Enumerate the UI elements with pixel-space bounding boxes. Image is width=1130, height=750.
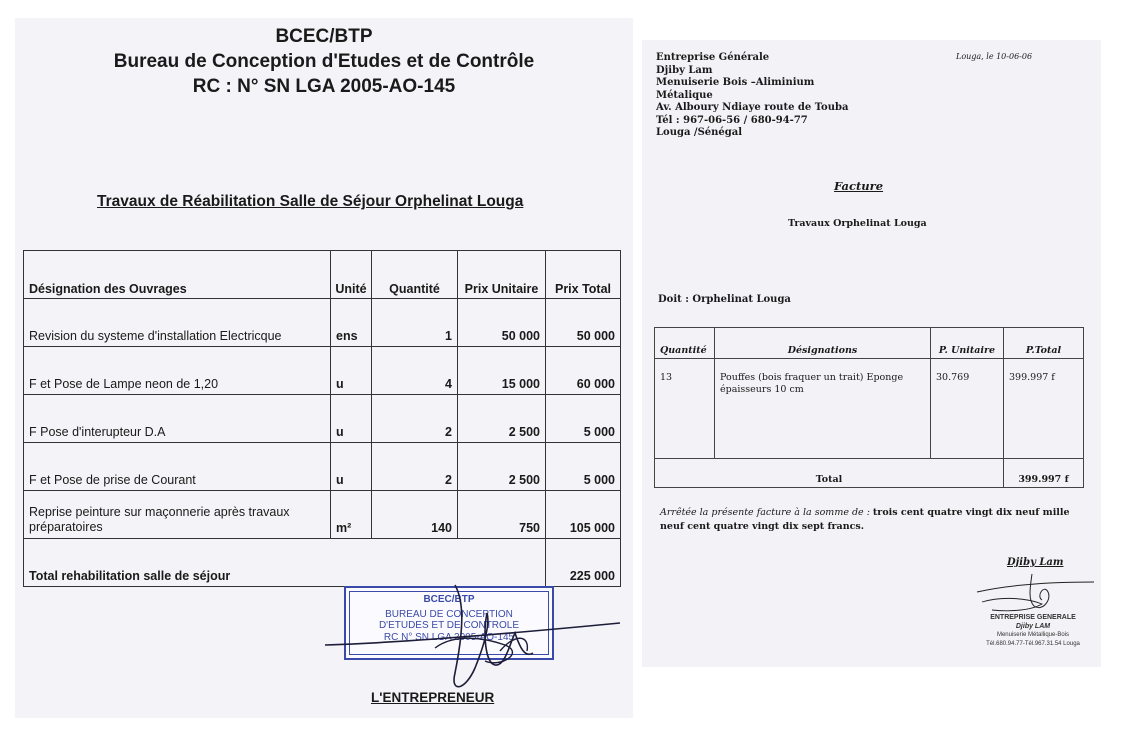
table-row [655,359,1084,459]
cell-prix-total: 105 000 [546,491,621,539]
header-unite: Unité [331,251,372,299]
amount-in-words [660,506,1080,534]
invoice-recipient: Doit : Orphelinat Louga [658,294,791,305]
cell-quantite: 2 [372,395,458,443]
cell-unite: u [331,395,372,443]
cell-unite: ens [331,299,372,347]
sender-line: Métalique [656,90,713,101]
table-row [24,299,621,347]
cell-prix-unitaire: 2 500 [458,395,546,443]
quote-table [23,250,621,587]
cell-p-unitaire: 30.769 [931,359,1004,459]
stamp-line-2: Djiby LAM [1015,622,1051,630]
sender-line: Tél : 967-06-56 / 680-94-77 [656,115,808,126]
header-prix-unitaire: Prix Unitaire [458,251,546,299]
cell-designation: Pouffes (bois fraquer un trait) Eponge épaisseurs 10 cm [715,359,931,459]
invoice-table [654,327,1084,488]
cell-prix-total: 5 000 [546,395,621,443]
cell-quantite: 1 [372,299,458,347]
stamp-line-1: BCEC/BTP [423,594,475,605]
stamp-line-4: RC N° SN LGA 2005-AO-145 [383,632,515,643]
stamp-line-3: Menuiserie Métallique-Bois [996,632,1070,638]
stamp-line-3: D'ETUDES ET DE CONTROLE [378,620,520,631]
cell-unite: m² [331,491,372,539]
cell-prix-unitaire: 750 [458,491,546,539]
cell-quantite: 140 [372,491,458,539]
cell-unite: u [331,347,372,395]
total-value: 399.997 f [1004,459,1084,488]
sender-line: Entreprise Générale [656,52,770,63]
handwritten-signature [972,570,1097,620]
cell-unite: u [331,443,372,491]
sender-line: Djiby Lam [656,65,713,76]
stamp-line-4: Tél.680.94.77-Tél.967.31.54 Louga [986,640,1080,647]
sender-line: Menuiserie Bois –Aliminium [656,77,815,88]
cell-prix-unitaire: 2 500 [458,443,546,491]
header-quantite: Quantité [372,251,458,299]
sender-line: Louga /Sénégal [656,127,743,138]
header-designations: Désignations [715,328,931,359]
invoice-subject: Travaux Orphelinat Louga [788,218,927,229]
header-p-unitaire: P. Unitaire [931,328,1004,359]
cell-prix-total: 50 000 [546,299,621,347]
cell-prix-unitaire: 50 000 [458,299,546,347]
cell-prix-total: 60 000 [546,347,621,395]
table-header-row [655,328,1084,359]
header-designation: Désignation des Ouvrages [24,251,331,299]
table-total-row [655,459,1084,488]
table-header-row [24,251,621,299]
quote-title: Travaux de Réabilitation Salle de Séjour Orphelinat Louga [97,193,524,210]
amount-prefix: Arrêtée la présente facture à la somme de : [660,507,873,518]
cell-prix-unitaire: 15 000 [458,347,546,395]
cell-quantite: 13 [655,359,715,459]
company-acronym: BCEC/BTP [275,26,373,47]
stamp-line-1: ENTREPRISE GENERALE [990,614,1076,621]
total-label: Total rehabilitation salle de séjour [24,539,546,587]
cell-p-total: 399.997 f [1004,359,1084,459]
cell-designation: Reprise peinture sur maçonnerie après travaux préparatoires [24,491,331,539]
cell-prix-total: 5 000 [546,443,621,491]
sender-line: Av. Alboury Ndiaye route de Touba [656,102,849,113]
total-label: Total [655,459,1004,488]
header-prix-total: Prix Total [546,251,621,299]
amount-words: trois cent quatre vingt dix neuf mille neuf cent quatre vingt dix sept francs. [660,507,1070,532]
table-row [24,491,621,539]
header-p-total: P.Total [1004,328,1084,359]
invoice-date: Louga, le 10-06-06 [956,52,1033,61]
company-name: Bureau de Conception d'Etudes et de Contrôle [113,51,535,72]
right-invoice-document [642,40,1101,667]
table-row [24,347,621,395]
total-value: 225 000 [546,539,621,587]
invoice-title: Facture [834,179,884,193]
cell-quantite: 2 [372,443,458,491]
company-stamp [978,614,1088,648]
left-quote-document [15,18,633,718]
stamp-line-2: BUREAU DE CONCEPTION [385,609,513,620]
signer-name: Djiby Lam [1007,557,1064,568]
cell-designation: F et Pose de prise de Courant [24,443,331,491]
company-rc-number: RC : N° SN LGA 2005-AO-145 [192,76,456,97]
table-row [24,395,621,443]
cell-designation: Revision du systeme d'installation Electricque [24,299,331,347]
cell-designation: F et Pose de Lampe neon de 1,20 [24,347,331,395]
signatory-label: L'ENTREPRENEUR [371,690,495,705]
header-quantite: Quantité [655,328,715,359]
cell-designation: F Pose d'interupteur D.A [24,395,331,443]
table-row [24,443,621,491]
cell-quantite: 4 [372,347,458,395]
